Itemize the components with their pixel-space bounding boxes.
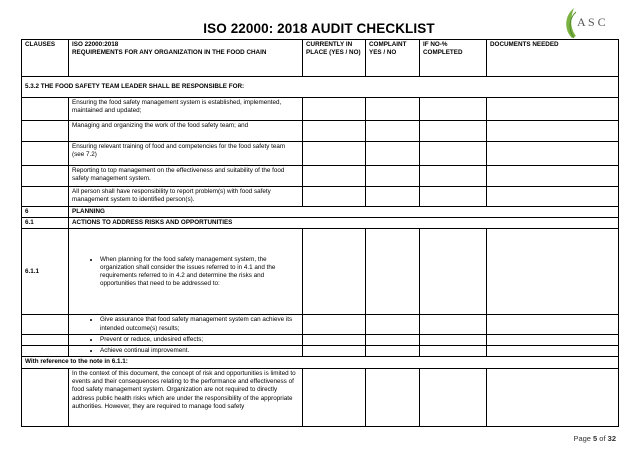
complaint-cell[interactable] — [366, 315, 420, 334]
note-text: In the context of this document, the concept of risk and opportunities is limited to events and their consequences relating to the performance and effectiveness of food safety management system. Organization are not required to directly address public health risks which are under the responsibility of the appropriate authorities. However, they are required to manage food safety — [69, 369, 303, 427]
requirement-cell — [69, 345, 303, 356]
complaint-cell[interactable] — [366, 334, 420, 345]
header-complaint: COMPLAINT YES / NO — [366, 40, 420, 77]
bullet-list — [72, 316, 299, 332]
header-clauses: CLAUSES — [22, 40, 69, 77]
page-title: ISO 22000: 2018 AUDIT CHECKLIST — [203, 21, 435, 36]
requirement-cell: Ensuring the food safety management system is established, implemented, maintained and updated; — [69, 98, 303, 121]
header-documents-needed: DOCUMENTS NEEDED — [487, 40, 619, 77]
section-row-5-3-2 — [22, 77, 619, 98]
clause-cell — [22, 345, 69, 356]
note-heading-row — [22, 357, 619, 369]
complaint-cell[interactable] — [366, 229, 420, 315]
table-row — [22, 121, 619, 142]
currently-cell[interactable] — [303, 166, 366, 187]
clause-cell — [22, 315, 69, 334]
currently-cell[interactable] — [303, 98, 366, 121]
header-requirements-title: REQUIREMENTS FOR ANY ORGANIZATION IN THE FOOD CHAIN — [72, 49, 267, 57]
documents-cell[interactable] — [487, 315, 619, 334]
completed-cell[interactable] — [420, 142, 487, 166]
documents-cell[interactable] — [487, 98, 619, 121]
completed-cell[interactable] — [420, 121, 487, 142]
documents-cell[interactable] — [487, 345, 619, 356]
currently-cell[interactable] — [303, 334, 366, 345]
table-row — [22, 142, 619, 166]
documents-cell[interactable] — [487, 142, 619, 166]
completed-cell[interactable] — [420, 229, 487, 315]
documents-cell[interactable] — [487, 121, 619, 142]
table-row — [22, 98, 619, 121]
currently-cell[interactable] — [303, 229, 366, 315]
documents-cell[interactable] — [487, 369, 619, 427]
table-row — [22, 334, 619, 345]
table-row — [22, 187, 619, 207]
clause-cell — [22, 121, 69, 142]
bullet-list — [72, 256, 299, 289]
bullet-list — [72, 347, 299, 355]
currently-cell[interactable] — [303, 121, 366, 142]
documents-cell[interactable] — [487, 166, 619, 187]
list-item: • Give assurance that food safety management system can achieve its intended outcome(s) results; — [100, 316, 299, 332]
header-requirements — [69, 40, 303, 77]
table-row-6-1-1 — [22, 229, 619, 315]
clause-cell — [22, 369, 69, 427]
audit-checklist-table — [21, 39, 619, 427]
table-row — [22, 369, 619, 427]
section-6-label: PLANNING — [69, 207, 619, 218]
note-heading: With reference to the note in 6.1.1: — [22, 357, 619, 369]
completed-cell[interactable] — [420, 187, 487, 207]
documents-cell[interactable] — [487, 229, 619, 315]
currently-cell[interactable] — [303, 315, 366, 334]
requirement-cell — [69, 315, 303, 334]
clause-6: 6 — [22, 207, 69, 218]
clause-6-1: 6.1 — [22, 218, 69, 229]
header-row — [22, 40, 619, 77]
section-5-3-2-label: 5.3.2 THE FOOD SAFETY TEAM LEADER SHALL BE RESPONSIBLE FOR: — [22, 77, 619, 98]
requirement-cell: Ensuring relevant training of food and competencies for the food safety team (see 7.2) — [69, 142, 303, 166]
list-item: • Prevent or reduce, undesired effects; — [100, 336, 299, 344]
complaint-cell[interactable] — [366, 98, 420, 121]
table-row — [22, 315, 619, 334]
header-currently-in-place: CURRENTLY IN PLACE (YES / NO) — [303, 40, 366, 77]
clause-cell — [22, 187, 69, 207]
complaint-cell[interactable] — [366, 369, 420, 427]
asc-logo — [562, 4, 620, 40]
clause-cell — [22, 98, 69, 121]
page-total: 32 — [607, 434, 616, 443]
completed-cell[interactable] — [420, 315, 487, 334]
clause-cell — [22, 166, 69, 187]
completed-cell[interactable] — [420, 334, 487, 345]
clause-cell — [22, 142, 69, 166]
page-of: of — [597, 434, 608, 443]
complaint-cell[interactable] — [366, 345, 420, 356]
currently-cell[interactable] — [303, 187, 366, 207]
complaint-cell[interactable] — [366, 142, 420, 166]
section-row-6-1 — [22, 218, 619, 229]
requirement-cell — [69, 334, 303, 345]
logo-text: A S C — [577, 15, 606, 29]
bullet-list — [72, 336, 299, 344]
section-row-6 — [22, 207, 619, 218]
complaint-cell[interactable] — [366, 187, 420, 207]
completed-cell[interactable] — [420, 345, 487, 356]
page-prefix: Page — [573, 434, 594, 443]
requirement-cell: Reporting to top management on the effectiveness and suitability of the food safety management system. — [69, 166, 303, 187]
currently-cell[interactable] — [303, 345, 366, 356]
requirement-cell: Managing and organizing the work of the food safety team; and — [69, 121, 303, 142]
table-row — [22, 345, 619, 356]
requirement-cell: All person shall have responsibility to report problem(s) with food safety management system to identified person(s). — [69, 187, 303, 207]
clause-6-1-1: 6.1.1 — [22, 229, 69, 315]
complaint-cell[interactable] — [366, 166, 420, 187]
documents-cell[interactable] — [487, 334, 619, 345]
page-number — [573, 434, 616, 443]
list-item: • When planning for the food safety management system, the organization shall consider the issues referred to in 4.1 and the requirements referred to in 4.2 and determine the risks and opportunities that need to be addressed to: — [100, 256, 299, 289]
completed-cell[interactable] — [420, 98, 487, 121]
header-if-no-completed: IF NO-% COMPLETED — [420, 40, 487, 77]
requirement-cell — [69, 229, 303, 315]
table-row — [22, 166, 619, 187]
list-item: • Achieve continual improvement. — [100, 347, 299, 355]
clause-cell — [22, 334, 69, 345]
complaint-cell[interactable] — [366, 121, 420, 142]
currently-cell[interactable] — [303, 142, 366, 166]
header-requirements-standard: ISO 22000:2018 — [72, 41, 119, 48]
section-6-1-label: ACTIONS TO ADDRESS RISKS AND OPPORTUNITIES — [69, 218, 619, 229]
documents-cell[interactable] — [487, 187, 619, 207]
completed-cell[interactable] — [420, 369, 487, 427]
page-current: 5 — [593, 434, 598, 443]
currently-cell[interactable] — [303, 369, 366, 427]
completed-cell[interactable] — [420, 166, 487, 187]
